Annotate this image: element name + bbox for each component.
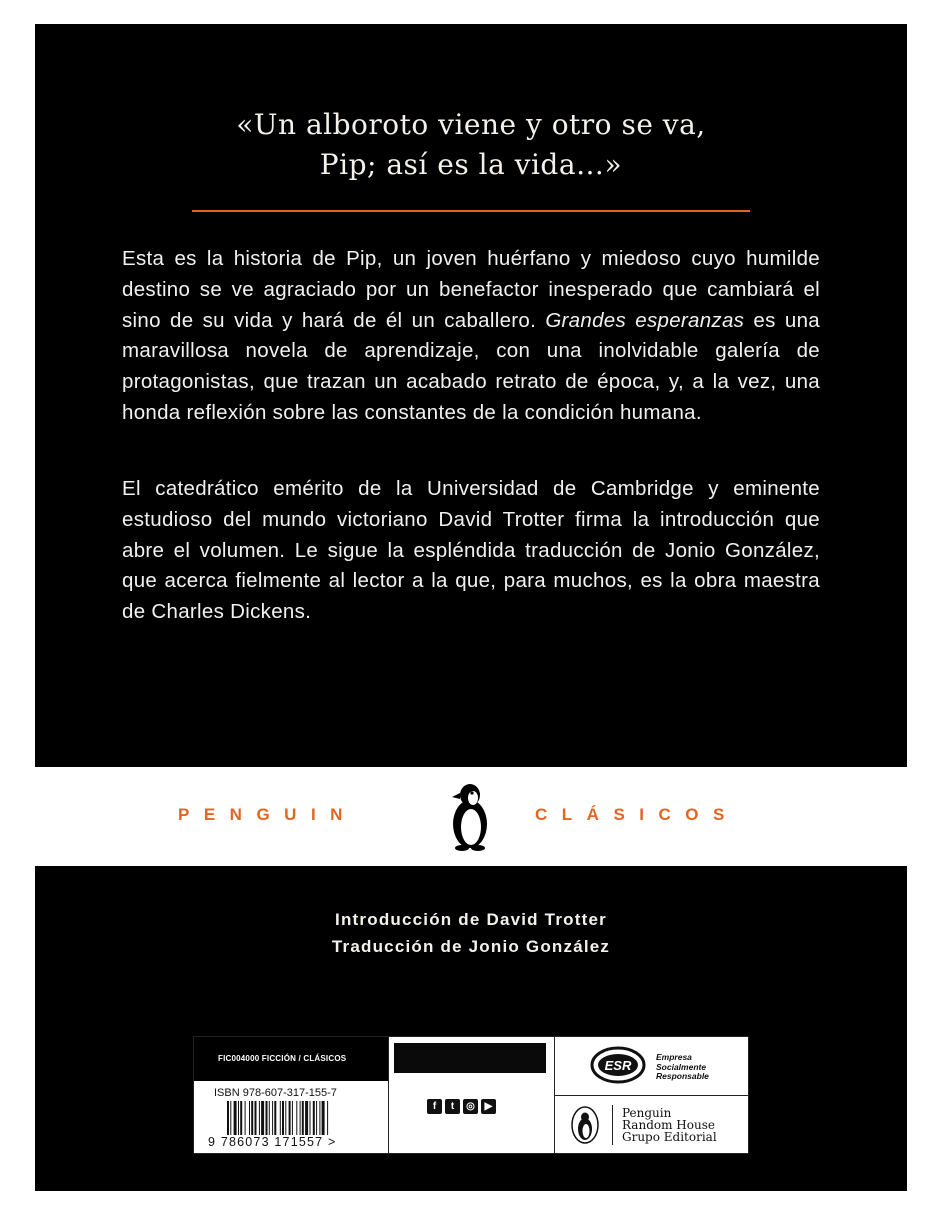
translation-credit: Traducción de Jonio González (331, 937, 611, 956)
series-name-clasicos: CLÁSICOS (535, 805, 739, 824)
esr-logo-text: ESR (604, 1058, 632, 1073)
series-name-penguin: PENGUIN (178, 805, 357, 824)
esr-text-line: Responsable (656, 1071, 709, 1081)
dark-strip (394, 1043, 546, 1073)
introduction-credit: Introducción de David Trotter (335, 910, 607, 929)
social-icons (427, 1099, 496, 1114)
esr-text-line: Socialmente (656, 1061, 707, 1072)
esr-caption (656, 1053, 709, 1082)
publisher-line: Grupo Editorial (622, 1130, 717, 1144)
isbn-label: ISBN 978-607-317-155-7 (214, 1087, 337, 1099)
barcode-box (193, 1036, 749, 1154)
cell-divider (554, 1095, 748, 1096)
barcode-digits: 9 786073 171557 > (208, 1135, 337, 1149)
twitter-icon: t (445, 1099, 460, 1114)
publisher-separator (612, 1105, 613, 1145)
penguin-random-house-logo-icon (570, 1105, 600, 1145)
esr-text-line: Empresa (656, 1052, 692, 1062)
para1-text-b: es una maravillosa novela de aprendizaje, con una inolvidable galería de protagonistas, que trazan un acabado retrato de época, y, a la vez, una honda reflexión sobre las constantes de la condición humana. (122, 308, 820, 424)
penguin-logo-icon (446, 780, 494, 852)
instagram-icon: ◎ (463, 1099, 478, 1114)
description-paragraph-2: El catedrático emérito de la Universidad de Cambridge y eminente estudioso del mundo victoriano David Trotter firma la introducción que abre el volumen. Le sigue la espléndida traducción de Jonio González, que acerca fielmente al lector a la que, para muchos, es la obra maestra de Charles Dickens. (122, 477, 820, 624)
facebook-icon: f (427, 1099, 442, 1114)
esr-logo-icon (590, 1045, 646, 1085)
back-cover-top-panel (35, 24, 907, 767)
barcode-icon (227, 1101, 362, 1135)
publisher-line: Random House (622, 1118, 715, 1132)
bisac-label: FIC004000 FICCIÓN / CLÁSICOS (194, 1037, 388, 1081)
book-title-italic: Grandes esperanzas (545, 308, 745, 332)
quote-line-2: Pip; así es la vida…» (319, 148, 623, 181)
publisher-name (622, 1107, 717, 1143)
youtube-icon: ▶ (481, 1099, 496, 1114)
quote-divider (192, 210, 750, 212)
quote-line-1: «Un alboroto viene y otro se va, (236, 108, 706, 141)
publisher-line: Penguin (622, 1106, 672, 1120)
cell-divider (388, 1037, 389, 1153)
description-paragraph-1 (122, 244, 820, 429)
para1-text-a: Esta es la historia de Pip, un joven huérfano y miedoso cuyo humilde destino se ve agraciado por un benefactor inesperado que cambiará el sino de su vida y hará de él un caballero. (122, 247, 820, 332)
